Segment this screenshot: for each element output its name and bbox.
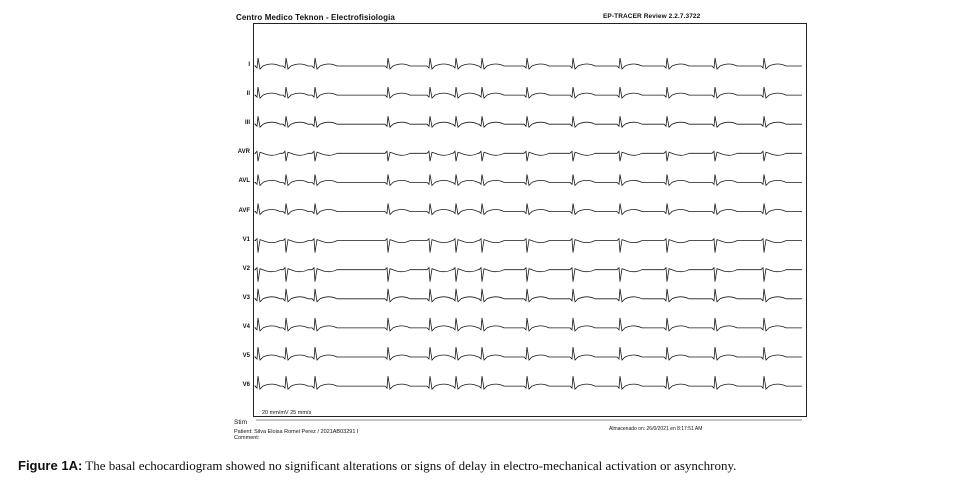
- ecg-trace-avf: [255, 204, 802, 215]
- ecg-trace-v3: [255, 289, 802, 302]
- ecg-trace-v5: [255, 347, 802, 360]
- ecg-trace-v2: [255, 268, 802, 282]
- ecg-trace-v1: [255, 239, 802, 253]
- caption-label: Figure 1A:: [18, 458, 83, 473]
- lead-label-v2: V2: [242, 265, 250, 272]
- ecg-trace-avr: [255, 151, 802, 161]
- ecg-trace-ii: [255, 87, 802, 98]
- lead-label-avr: AVR: [237, 149, 250, 156]
- lead-label-v3: V3: [242, 294, 250, 301]
- stored-date: Almacenado on: 26/0/2021 en 8:17:51 AM: [609, 426, 703, 432]
- lead-label-ii: II: [246, 91, 250, 98]
- figure-caption: [18, 458, 736, 474]
- institution-header: Centro Medico Teknon - Electrofisiologia: [236, 13, 395, 22]
- lead-label-v1: V1: [242, 236, 250, 243]
- scale-text: 20 mm/mV 25 mm/s: [262, 410, 312, 416]
- software-header: EP-TRACER Review 2.2.7.3722: [603, 13, 701, 20]
- ecg-trace-v6: [255, 376, 802, 389]
- ecg-trace-i: [255, 58, 802, 69]
- lead-label-i: I: [248, 62, 250, 68]
- comment-label: Comment:: [234, 435, 260, 441]
- ecg-trace-avl: [255, 174, 802, 185]
- lead-label-avf: AVF: [238, 207, 250, 214]
- lead-label-iii: III: [244, 120, 250, 127]
- ecg-trace-v4: [255, 318, 802, 331]
- lead-label-v4: V4: [242, 323, 250, 330]
- lead-label-v5: V5: [242, 353, 250, 359]
- stim-label: Stim: [234, 419, 247, 426]
- caption-text: The basal echocardiogram showed no significant alterations or signs of delay in electro-mechanical activation or asynchrony.: [82, 458, 737, 473]
- lead-label-avl: AVL: [238, 178, 250, 185]
- patient-info: Patient: Silva Eloisa Romel Perez / 2021AB03291 I: [234, 429, 359, 435]
- lead-label-v6: V6: [242, 382, 250, 389]
- ecg-trace-iii: [255, 116, 802, 127]
